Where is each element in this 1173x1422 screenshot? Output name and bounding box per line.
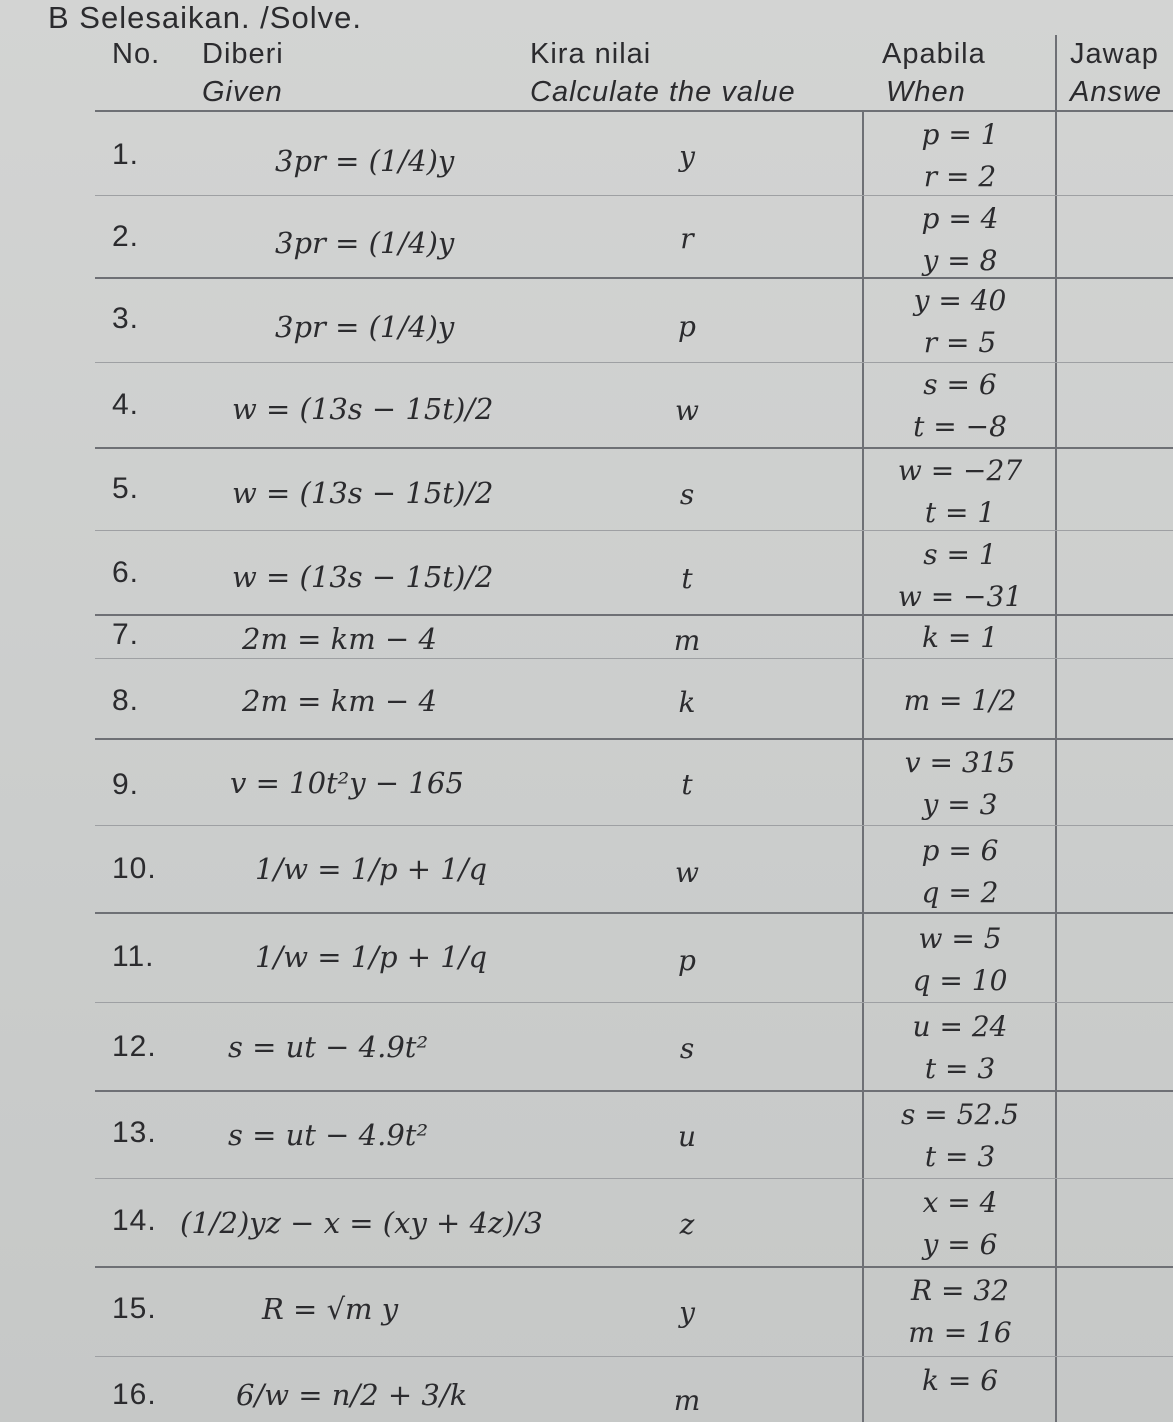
calculate-variable: w — [675, 394, 699, 427]
row-number: 13. — [112, 1116, 157, 1149]
row-divider — [95, 1266, 1173, 1268]
when-conditions — [870, 364, 1050, 448]
row-number: 6. — [112, 556, 140, 589]
row-divider — [95, 1178, 1173, 1179]
when-conditions — [870, 198, 1050, 282]
condition: t = 3 — [924, 1052, 996, 1085]
row-number: 14. — [112, 1204, 157, 1237]
calculate-variable: w — [675, 856, 699, 889]
condition: s = 1 — [923, 538, 997, 571]
header-when-ms: Apabila — [882, 38, 986, 70]
given-formula: s = ut − 4.9t² — [228, 1030, 429, 1064]
condition: w = 5 — [918, 922, 1002, 955]
condition: y = 3 — [922, 788, 998, 821]
calculate-variable: y — [679, 140, 695, 173]
section-title: B Selesaikan. /Solve. — [48, 0, 362, 35]
when-conditions — [870, 280, 1050, 364]
calculate-variable: p — [678, 310, 696, 343]
calculate-variable: t — [681, 562, 693, 595]
condition: t = −8 — [913, 410, 1007, 443]
condition: u = 24 — [912, 1010, 1008, 1043]
given-formula: 3pr = (1/4)y — [275, 226, 455, 260]
calculate-variable: k — [678, 686, 696, 719]
condition: t = 1 — [924, 496, 996, 529]
row-divider — [95, 738, 1173, 740]
header-underline — [95, 110, 1173, 112]
when-conditions — [870, 1360, 1050, 1402]
when-conditions — [870, 830, 1050, 914]
condition: w = −27 — [897, 454, 1023, 487]
when-conditions — [870, 1006, 1050, 1090]
row-divider — [95, 1002, 1173, 1003]
condition: k = 6 — [921, 1364, 999, 1397]
given-formula: (1/2)yz − x = (xy + 4z)/3 — [180, 1206, 543, 1240]
condition: x = 4 — [922, 1186, 998, 1219]
condition: m = 16 — [908, 1316, 1012, 1349]
row-number: 9. — [112, 768, 140, 801]
condition: r = 2 — [923, 160, 997, 193]
calculate-variable: m — [673, 1384, 701, 1417]
row-number: 5. — [112, 472, 140, 505]
when-conditions — [870, 534, 1050, 618]
when-conditions — [870, 680, 1050, 722]
column-divider-answer — [1055, 35, 1057, 1422]
header-calc-en: Calculate the value — [530, 76, 796, 108]
condition: r = 5 — [923, 326, 997, 359]
calculate-variable: p — [678, 944, 696, 977]
when-conditions — [870, 918, 1050, 1002]
calculate-variable: y — [679, 1296, 695, 1329]
condition: R = 32 — [911, 1274, 1009, 1307]
condition: s = 52.5 — [901, 1098, 1019, 1131]
given-formula: 2m = km − 4 — [242, 684, 437, 718]
condition: q = 10 — [912, 964, 1008, 997]
calculate-variable: t — [681, 768, 693, 801]
given-formula: w = (13s − 15t)/2 — [232, 392, 494, 426]
row-number: 12. — [112, 1030, 157, 1063]
row-number: 16. — [112, 1378, 157, 1411]
row-number: 8. — [112, 684, 140, 717]
row-number: 15. — [112, 1292, 157, 1325]
condition: p = 1 — [921, 118, 999, 151]
given-formula: v = 10t²y − 165 — [230, 766, 464, 800]
calculate-variable: r — [680, 222, 694, 255]
when-conditions — [870, 450, 1050, 534]
given-formula: 2m = km − 4 — [242, 622, 437, 656]
header-no: No. — [112, 38, 161, 70]
condition: q = 2 — [921, 876, 999, 909]
column-divider-when — [862, 110, 864, 1422]
when-conditions — [870, 114, 1050, 198]
row-number: 7. — [112, 618, 140, 651]
given-formula: R = √m y — [262, 1292, 399, 1326]
when-conditions — [870, 742, 1050, 826]
condition: k = 1 — [921, 621, 999, 654]
row-number: 2. — [112, 220, 140, 253]
condition: p = 4 — [921, 202, 999, 235]
calculate-variable: s — [679, 478, 695, 511]
header-calc-ms: Kira nilai — [530, 38, 652, 70]
header-given-en: Given — [202, 76, 283, 108]
header-given-ms: Diberi — [202, 38, 284, 70]
when-conditions — [870, 1270, 1050, 1354]
condition: s = 6 — [923, 368, 997, 401]
row-number: 1. — [112, 138, 140, 171]
row-divider — [95, 1090, 1173, 1092]
calculate-variable: u — [677, 1120, 697, 1153]
calculate-variable: s — [679, 1032, 695, 1065]
header-answer-ms: Jawap — [1070, 38, 1159, 70]
when-conditions — [870, 617, 1050, 659]
condition: m = 1/2 — [903, 684, 1017, 717]
condition: y = 8 — [922, 244, 998, 277]
given-formula: w = (13s − 15t)/2 — [232, 560, 494, 594]
row-number: 11. — [112, 940, 155, 973]
when-conditions — [870, 1182, 1050, 1266]
given-formula: 1/w = 1/p + 1/q — [255, 940, 488, 974]
when-conditions — [870, 1094, 1050, 1178]
header-when-en: When — [886, 76, 966, 108]
condition: t = 3 — [924, 1140, 996, 1173]
condition: w = −31 — [897, 580, 1023, 613]
given-formula: 3pr = (1/4)y — [275, 310, 455, 344]
row-divider — [95, 1356, 1173, 1357]
condition: y = 40 — [913, 284, 1007, 317]
given-formula: s = ut − 4.9t² — [228, 1118, 429, 1152]
calculate-variable: m — [673, 624, 701, 657]
row-number: 3. — [112, 302, 140, 335]
given-formula: 1/w = 1/p + 1/q — [255, 852, 488, 886]
condition: p = 6 — [921, 834, 999, 867]
row-number: 4. — [112, 388, 140, 421]
condition: v = 315 — [904, 746, 1016, 779]
given-formula: 3pr = (1/4)y — [275, 144, 455, 178]
condition: y = 6 — [922, 1228, 998, 1261]
given-formula: 6/w = n/2 + 3/k — [236, 1378, 468, 1412]
calculate-variable: z — [679, 1208, 695, 1241]
given-formula: w = (13s − 15t)/2 — [232, 476, 494, 510]
header-answer-en: Answe — [1070, 76, 1163, 108]
row-number: 10. — [112, 852, 157, 885]
